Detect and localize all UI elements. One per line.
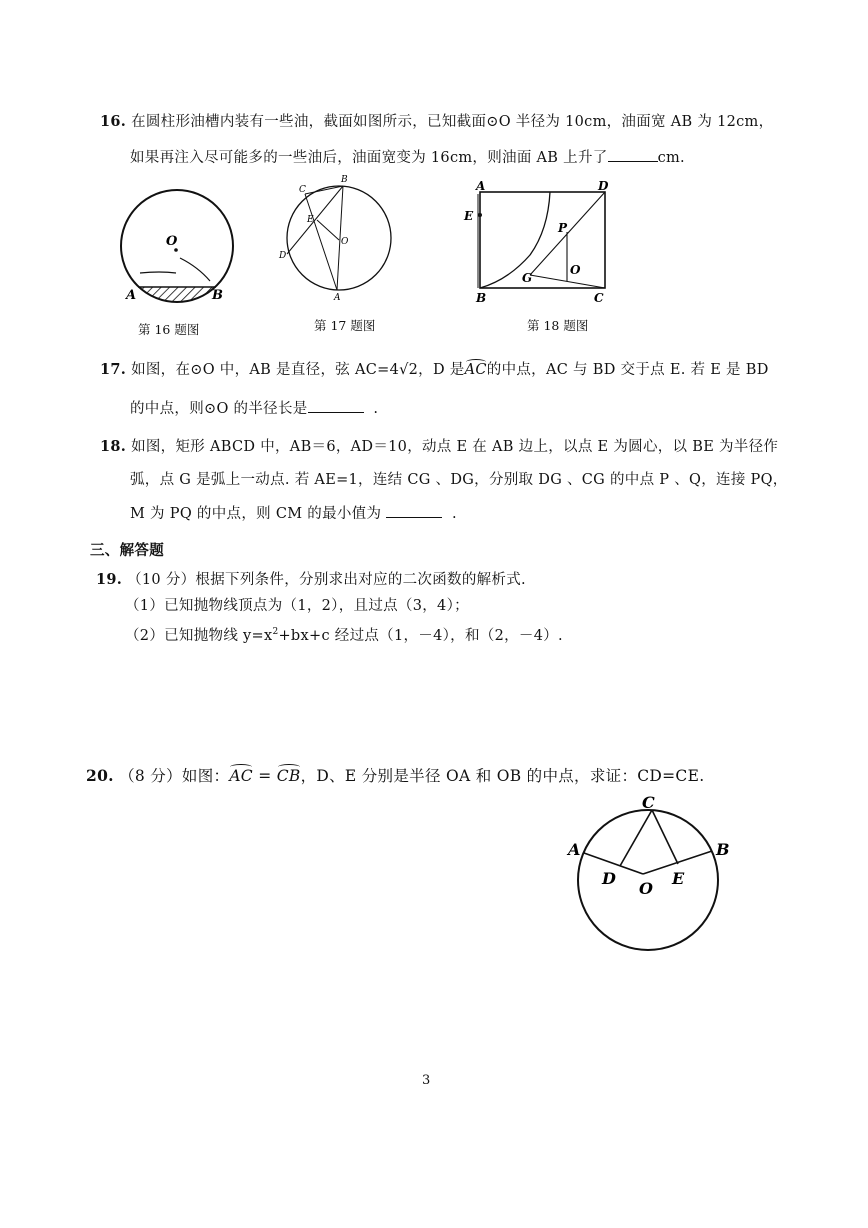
q18-text-3: M 为 PQ 的中点，则 CM 的最小值为 xyxy=(130,506,382,522)
arc-e xyxy=(480,192,550,288)
label-G: G xyxy=(522,271,533,285)
q20-text-a: （8 分）如图： xyxy=(119,767,230,785)
fig17-caption: 第 17 题图 xyxy=(314,318,376,333)
label-C: C xyxy=(642,793,655,812)
q17-answer-blank[interactable] xyxy=(308,398,364,413)
label-B: B xyxy=(212,288,223,303)
q17-period: . xyxy=(373,401,379,417)
q16-text-1: 在圆柱形油槽内装有一些油，截面如图所示，已知截面⊙O 半径为 10cm，油面宽 AB 为 12cm， xyxy=(131,114,774,130)
label-O: O xyxy=(166,234,178,249)
label-P: P xyxy=(558,221,568,235)
figure-17 xyxy=(275,172,405,307)
q19-part2-b: +bx+c 经过点（1，－4），和（2，－4）. xyxy=(278,628,563,644)
q20-text-b: ，D、E 分别是半径 OA 和 OB 的中点，求证：CD=CE. xyxy=(300,767,705,785)
q16-text-2: 如果再注入尽可能多的一些油后，油面宽变为 16cm，则油面 AB 上升了 xyxy=(130,150,608,166)
q19-intro-line xyxy=(96,568,526,589)
label-A: A xyxy=(476,180,486,193)
q17-line1 xyxy=(100,358,769,379)
q20-arc-cb: CB xyxy=(276,767,301,785)
figure-20 xyxy=(560,788,740,958)
q16-line2 xyxy=(130,146,685,167)
q16-line1 xyxy=(100,110,773,131)
q16-unit: cm. xyxy=(657,150,685,166)
q17-text-1b: 的中点，AC 与 BD 交于点 E. 若 E 是 BD xyxy=(486,362,769,378)
q17-arc-ac: AC xyxy=(464,362,487,378)
q18-text-2: 弧，点 G 是弧上一动点. 若 AE=1，连结 CG 、DG，分别取 DG 、CG 的中点 P 、Q，连接 PQ， xyxy=(130,472,788,488)
figure-16 xyxy=(110,185,250,310)
q18-line1 xyxy=(100,435,778,456)
chord-bd xyxy=(287,186,343,254)
q20-eq: = xyxy=(252,767,277,785)
rectangle-abcd xyxy=(480,192,605,288)
q20-line xyxy=(86,764,704,786)
label-B: B xyxy=(341,175,348,185)
label-O: O xyxy=(639,879,653,898)
label-A: A xyxy=(126,288,137,303)
q18-answer-blank[interactable] xyxy=(386,503,442,518)
label-E: E xyxy=(672,869,685,888)
figure-18 xyxy=(460,180,620,310)
section-heading: 三、解答题 xyxy=(90,542,164,559)
q19-number: 19. xyxy=(96,571,123,588)
q17-number: 17. xyxy=(100,361,127,378)
q16-number: 16. xyxy=(100,113,127,130)
q20-number: 20. xyxy=(86,766,114,785)
q18-line2 xyxy=(130,468,788,489)
label-C: C xyxy=(299,185,306,195)
label-B: B xyxy=(476,291,487,305)
segment-eo xyxy=(317,220,339,240)
q19-part2 xyxy=(125,624,563,645)
q17-text-1a: 如图，在⊙O 中，AB 是直径，弦 AC=4√2，D 是 xyxy=(131,362,465,378)
q18-line3 xyxy=(130,502,457,523)
label-D: D xyxy=(279,251,287,261)
label-E: E xyxy=(307,215,314,225)
point-e xyxy=(478,213,482,217)
q19-part2-a: （2）已知抛物线 y=x xyxy=(125,628,273,644)
q18-number: 18. xyxy=(100,438,127,455)
fig16-caption: 第 16 题图 xyxy=(138,322,200,337)
q20-arc-ac: AC xyxy=(229,767,253,785)
page-number: 3 xyxy=(422,1073,431,1088)
label-O: O xyxy=(570,263,581,277)
label-E: E xyxy=(464,209,474,223)
fig18-caption: 第 18 题图 xyxy=(527,318,589,333)
q18-period: . xyxy=(452,506,457,522)
q17-line2 xyxy=(130,397,378,418)
label-B: B xyxy=(716,840,730,859)
q18-text-1: 如图，矩形 ABCD 中，AB＝6，AD＝10，动点 E 在 AB 边上，以点 E 为圆心，以 BE 为半径作 xyxy=(131,439,779,455)
label-D: D xyxy=(602,869,616,888)
chord-ac xyxy=(305,194,337,290)
q17-text-2: 的中点，则⊙O 的半径长是 xyxy=(130,401,308,417)
label-C: C xyxy=(594,291,604,305)
q19-part1: （1）已知抛物线顶点为（1，2），且过点（3，4）； xyxy=(125,598,469,614)
q16-answer-blank[interactable] xyxy=(608,147,658,162)
aux-line xyxy=(140,272,176,273)
segment-ce xyxy=(652,810,678,864)
segment-cd xyxy=(620,810,652,866)
label-O: O xyxy=(341,237,349,247)
q19-superscript: 2 xyxy=(272,627,279,638)
label-D: D xyxy=(598,180,609,193)
label-A: A xyxy=(568,840,581,859)
aux-line-2 xyxy=(180,258,210,281)
q19-intro: （10 分）根据下列条件，分别求出对应的二次函数的解析式. xyxy=(127,572,526,588)
label-A: A xyxy=(334,293,341,303)
circle-17 xyxy=(287,186,391,290)
